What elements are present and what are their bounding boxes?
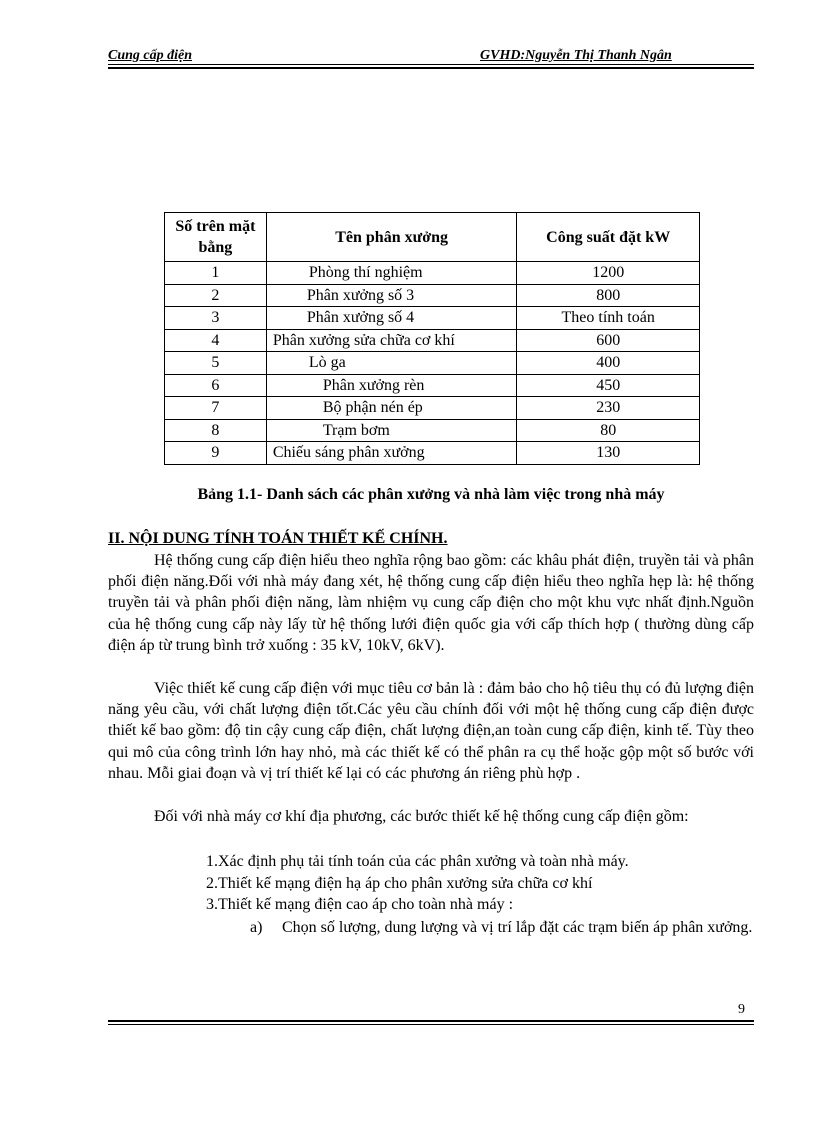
cell-power: 80 <box>517 419 700 442</box>
table-row <box>165 352 700 375</box>
table-row <box>165 397 700 420</box>
cell-power: Theo tính toán <box>517 307 700 330</box>
table-row <box>165 374 700 397</box>
cell-power: 800 <box>517 284 700 307</box>
workshop-table <box>164 212 700 465</box>
paragraph: Đối với nhà máy cơ khí địa phương, các bước thiết kế hệ thống cung cấp điện gồm: <box>154 808 689 825</box>
header-rule <box>108 64 754 65</box>
header-supervisor: GVHD:Nguyễn Thị Thanh Ngân <box>480 48 672 63</box>
cell-number: 5 <box>165 352 267 375</box>
footer-rule <box>108 1024 754 1025</box>
header-rule-thick <box>108 67 754 69</box>
sub-list-text: Chọn số lượng, dung lượng và vị trí lắp đặt các trạm biến áp phân xưởng. <box>282 919 753 936</box>
col-header-number: Số trên mặt bằng <box>165 213 267 262</box>
page-number: 9 <box>738 1002 745 1017</box>
section-title: II. NỘI DUNG TÍNH TOÁN THIẾT KẾ CHÍNH. <box>108 530 448 547</box>
sub-list-label: a) <box>250 919 263 936</box>
cell-number: 2 <box>165 284 267 307</box>
cell-power: 230 <box>517 397 700 420</box>
page-header <box>108 46 754 64</box>
cell-name: Chiếu sáng phân xưởng <box>266 442 517 465</box>
col-header-name: Tên phân xưởng <box>266 213 517 262</box>
cell-number: 1 <box>165 262 267 285</box>
table-caption: Bảng 1.1- Danh sách các phân xưởng và nhà làm việc trong nhà máy <box>197 486 665 503</box>
cell-power: 450 <box>517 374 700 397</box>
cell-name: Phòng thí nghiệm <box>266 262 517 285</box>
cell-power: 400 <box>517 352 700 375</box>
list-item: 1.Xác định phụ tải tính toán của các phân xưởng và toàn nhà máy. <box>206 853 629 870</box>
header-subject: Cung cấp điện <box>108 48 193 63</box>
cell-power: 600 <box>517 329 700 352</box>
cell-name: Phân xưởng số 4 <box>266 307 517 330</box>
cell-number: 3 <box>165 307 267 330</box>
cell-power: 1200 <box>517 262 700 285</box>
cell-name: Lò ga <box>266 352 517 375</box>
table-row <box>165 262 700 285</box>
cell-power: 130 <box>517 442 700 465</box>
cell-number: 9 <box>165 442 267 465</box>
col-header-power: Công suất đặt kW <box>517 213 700 262</box>
cell-name: Phân xưởng sửa chữa cơ khí <box>266 329 517 352</box>
table-row <box>165 329 700 352</box>
paragraph: Hệ thống cung cấp điện hiểu theo nghĩa rộng bao gồm: các khâu phát điện, truyền tải và phân phối điện năng.Đối với nhà máy đang xét, hệ thống cung cấp điện hiểu theo nghĩa hẹp là: hệ thống truyền tải và phân phối điện năng, làm nhiệm vụ cung cấp điện cho một khu vực nhất định.Nguồn của hệ thống cung cấp này lấy từ hệ thống lưới điện quốc gia với cấp thích hợp ( thường dùng cấp điện áp từ trung bình trở xuống : 35 kV, 10kV, 6kV). <box>108 552 754 654</box>
list-item: 2.Thiết kế mạng điện hạ áp cho phân xưởng sửa chữa cơ khí <box>206 875 593 892</box>
list-item: 3.Thiết kế mạng điện cao áp cho toàn nhà máy : <box>206 896 514 913</box>
paragraph: Việc thiết kế cung cấp điện với mục tiêu cơ bản là : đảm bảo cho hộ tiêu thụ có đủ lượng điện năng yêu cầu, với chất lượng điện tốt.Các yêu cầu chính đối với một hệ thống cung cấp điện được thiết kế bao gồm: độ tin cậy cung cấp điện, chất lượng điện,an toàn cung cấp điện, kinh tế. Tùy theo qui mô của công trình lớn hay nhỏ, mà các thiết kế có thể phân ra cụ thể hoặc gộp một số bước với nhau. Mỗi giai đoạn và vị trí thiết kế lại có các phương án riêng phù hợp . <box>108 680 754 782</box>
table-row <box>165 284 700 307</box>
table-row <box>165 419 700 442</box>
cell-name: Phân xưởng rèn <box>266 374 517 397</box>
table-row <box>165 307 700 330</box>
cell-number: 8 <box>165 419 267 442</box>
table-row <box>165 442 700 465</box>
footer-rule-thick <box>108 1020 754 1022</box>
cell-name: Trạm bơm <box>266 419 517 442</box>
cell-name: Bộ phận nén ép <box>266 397 517 420</box>
cell-number: 7 <box>165 397 267 420</box>
cell-number: 4 <box>165 329 267 352</box>
cell-name: Phân xưởng số 3 <box>266 284 517 307</box>
cell-number: 6 <box>165 374 267 397</box>
table-header-row <box>165 213 700 262</box>
